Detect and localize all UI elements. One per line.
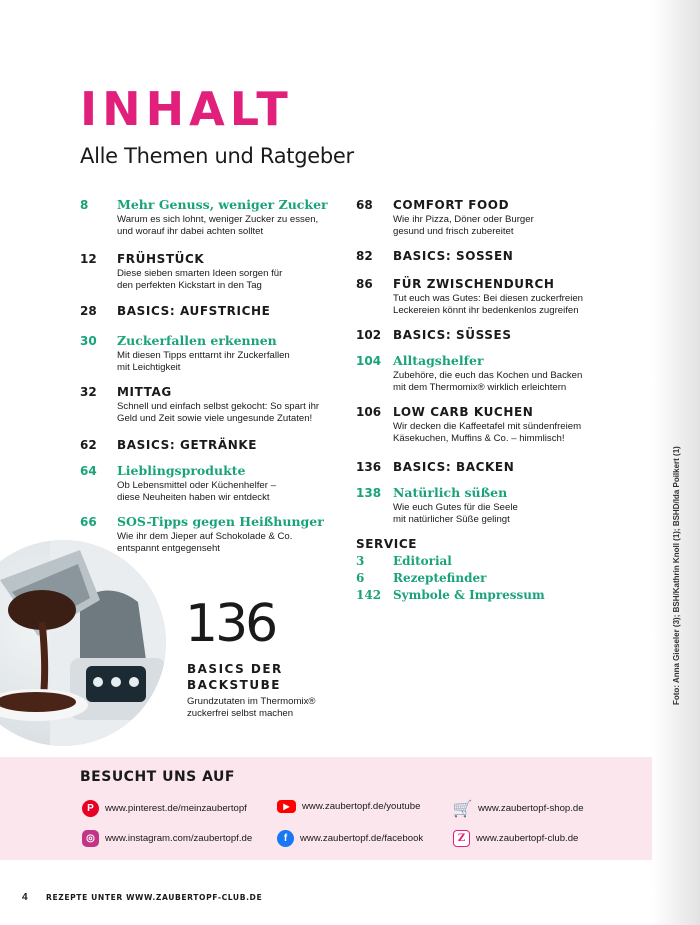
social-link-text: www.pinterest.de/meinzaubertopf (105, 803, 247, 814)
toc-entry[interactable] (80, 332, 345, 383)
feature-title[interactable]: BASICS DER BACKSTUBE (187, 662, 283, 692)
toc-entry[interactable] (356, 275, 656, 326)
toc-entry-desc: Ob Lebensmittel oder Küchenhelfer – diese Neuheiten haben wir entdeckt (117, 480, 276, 504)
toc-entry[interactable] (356, 247, 656, 275)
toc-entry-desc: Tut euch was Gutes: Bei diesen zuckerfreien Leckereien könnt ihr bedenkenlos zugreifen (393, 293, 584, 317)
toc-entry-title: BASICS: SÜSSES (393, 328, 512, 342)
toc-entry-title: COMFORT FOOD (393, 198, 510, 212)
service-item[interactable] (356, 570, 656, 587)
toc-entry[interactable] (80, 513, 345, 556)
toc-page-number: 32 (80, 385, 97, 399)
toc-entry-title: BASICS: SOSSEN (393, 249, 514, 263)
toc-entry[interactable] (356, 196, 656, 247)
toc-entry-title: FÜR ZWISCHENDURCH (393, 277, 555, 291)
toc-entry-title: Mehr Genuss, weniger Zucker (117, 197, 328, 212)
toc-entry-title: Alltagshelfer (393, 353, 484, 368)
toc-entry[interactable] (80, 196, 345, 250)
toc-right-column (356, 196, 656, 604)
toc-entry[interactable] (356, 352, 656, 403)
toc-entry[interactable] (80, 436, 345, 462)
instagram-icon: ◎ (82, 830, 99, 847)
toc-entry-title: MITTAG (117, 385, 172, 399)
toc-entry-desc: Zubehöre, die euch das Kochen und Backen mit dem Thermomix® wirklich erleichtern (393, 370, 583, 394)
social-link-text: www.instagram.com/zaubertopf.de (105, 833, 253, 844)
toc-entry[interactable] (80, 383, 345, 436)
toc-page-number: 68 (356, 198, 373, 212)
toc-entry-title: FRÜHSTÜCK (117, 252, 205, 266)
social-link-shop[interactable] (453, 800, 584, 817)
toc-page-number: 8 (80, 198, 89, 212)
toc-entry-title: Lieblingsprodukte (117, 463, 246, 478)
toc-entry-desc: Wir decken die Kaffeetafel mit sündenfreiem Käsekuchen, Muffins & Co. – himmlisch! (393, 421, 582, 445)
toc-page-number: 106 (356, 405, 382, 419)
toc-entry-desc: Mit diesen Tipps enttarnt ihr Zuckerfallen mit Leichtigkeit (117, 350, 290, 374)
toc-page-number: 86 (356, 277, 373, 291)
service-heading: SERVICE (356, 537, 418, 551)
toc-entry-desc: Wie ihr dem Jieper auf Schokolade & Co. entspannt entgegenseht (117, 531, 293, 555)
service-item-title: Symbole & Impressum (393, 588, 545, 602)
toc-page-number: 102 (356, 328, 382, 342)
toc-entry[interactable] (356, 484, 656, 535)
toc-page-number: 82 (356, 249, 373, 263)
toc-page-number: 12 (80, 252, 97, 266)
service-page-number: 142 (356, 588, 382, 602)
toc-page-number: 138 (356, 486, 382, 500)
toc-entry[interactable] (356, 326, 656, 352)
youtube-icon: ▶ (277, 800, 296, 813)
toc-entry-title: BASICS: BACKEN (393, 460, 515, 474)
toc-entry-title: LOW CARB KUCHEN (393, 405, 534, 419)
social-link-text: www.zaubertopf-club.de (476, 833, 579, 844)
toc-entry[interactable] (80, 250, 345, 302)
toc-entry[interactable] (80, 462, 345, 513)
service-section (356, 535, 656, 604)
social-link-club[interactable] (453, 830, 578, 847)
toc-entry-title: SOS-Tipps gegen Heißhunger (117, 514, 324, 529)
social-link-text: www.zaubertopf.de/facebook (300, 833, 424, 844)
social-link-pinterest[interactable] (82, 800, 247, 817)
toc-entry-title: Zuckerfallen erkennen (117, 333, 277, 348)
toc-page-number: 136 (356, 460, 382, 474)
page-title: INHALT (80, 82, 293, 136)
feature-description: Grundzutaten im Thermomix® zuckerfrei selbst machen (187, 696, 316, 720)
toc-page-number: 28 (80, 304, 97, 318)
toc-entry-desc: Wie ihr Pizza, Döner oder Burger gesund und frisch zubereitet (393, 214, 534, 238)
page-footer-text: REZEPTE UNTER WWW.ZAUBERTOPF-CLUB.DE (46, 893, 263, 902)
service-page-number: 3 (356, 554, 365, 568)
toc-page-number: 30 (80, 334, 97, 348)
photo-credit: Foto: Anna Gieseler (3); BSH/Kathrin Knoll (1); BSHD/Ida Poilkert (1) (672, 446, 681, 705)
toc-page-number: 62 (80, 438, 97, 452)
toc-page-number: 64 (80, 464, 97, 478)
pinterest-icon: P (82, 800, 99, 817)
social-link-instagram[interactable] (82, 830, 252, 847)
social-link-facebook[interactable] (277, 830, 423, 847)
feature-photo (0, 540, 166, 746)
toc-entry-title: BASICS: AUFSTRICHE (117, 304, 271, 318)
toc-entry[interactable] (356, 403, 656, 458)
toc-left-column (80, 196, 345, 556)
service-item-title: Rezeptefinder (393, 571, 487, 585)
toc-entry-title: BASICS: GETRÄNKE (117, 438, 258, 452)
toc-entry-desc: Wie euch Gutes für die Seele mit natürlicher Süße gelingt (393, 502, 518, 526)
service-page-number: 6 (356, 571, 365, 585)
social-link-youtube[interactable] (277, 800, 420, 813)
facebook-icon: f (277, 830, 294, 847)
toc-page-number: 66 (80, 515, 97, 529)
toc-entry-desc: Schnell und einfach selbst gekocht: So spart ihr Geld und Zeit sowie viele ungesunde Zutaten! (117, 401, 320, 425)
service-item[interactable] (356, 553, 656, 570)
toc-entry-desc: Diese sieben smarten Ideen sorgen für den perfekten Kickstart in den Tag (117, 268, 283, 292)
social-link-text: www.zaubertopf.de/youtube (302, 801, 421, 812)
toc-entry[interactable] (356, 458, 656, 484)
feature-page-number: 136 (185, 594, 276, 654)
toc-entry[interactable] (80, 302, 345, 332)
page-number: 4 (22, 892, 28, 903)
shop-cart-icon: 🛒 (452, 800, 473, 818)
page-subtitle: Alle Themen und Ratgeber (80, 144, 354, 168)
toc-entry-title: Natürlich süßen (393, 485, 508, 500)
zaubertopf-club-icon: Z (453, 830, 470, 847)
service-item-title: Editorial (393, 554, 452, 568)
toc-entry-desc: Warum es sich lohnt, weniger Zucker zu essen, und worauf ihr dabei achten solltet (117, 214, 319, 238)
service-item[interactable] (356, 587, 656, 604)
social-heading: BESUCHT UNS AUF (80, 769, 235, 785)
toc-page-number: 104 (356, 354, 382, 368)
social-link-text: www.zaubertopf-shop.de (478, 803, 584, 814)
